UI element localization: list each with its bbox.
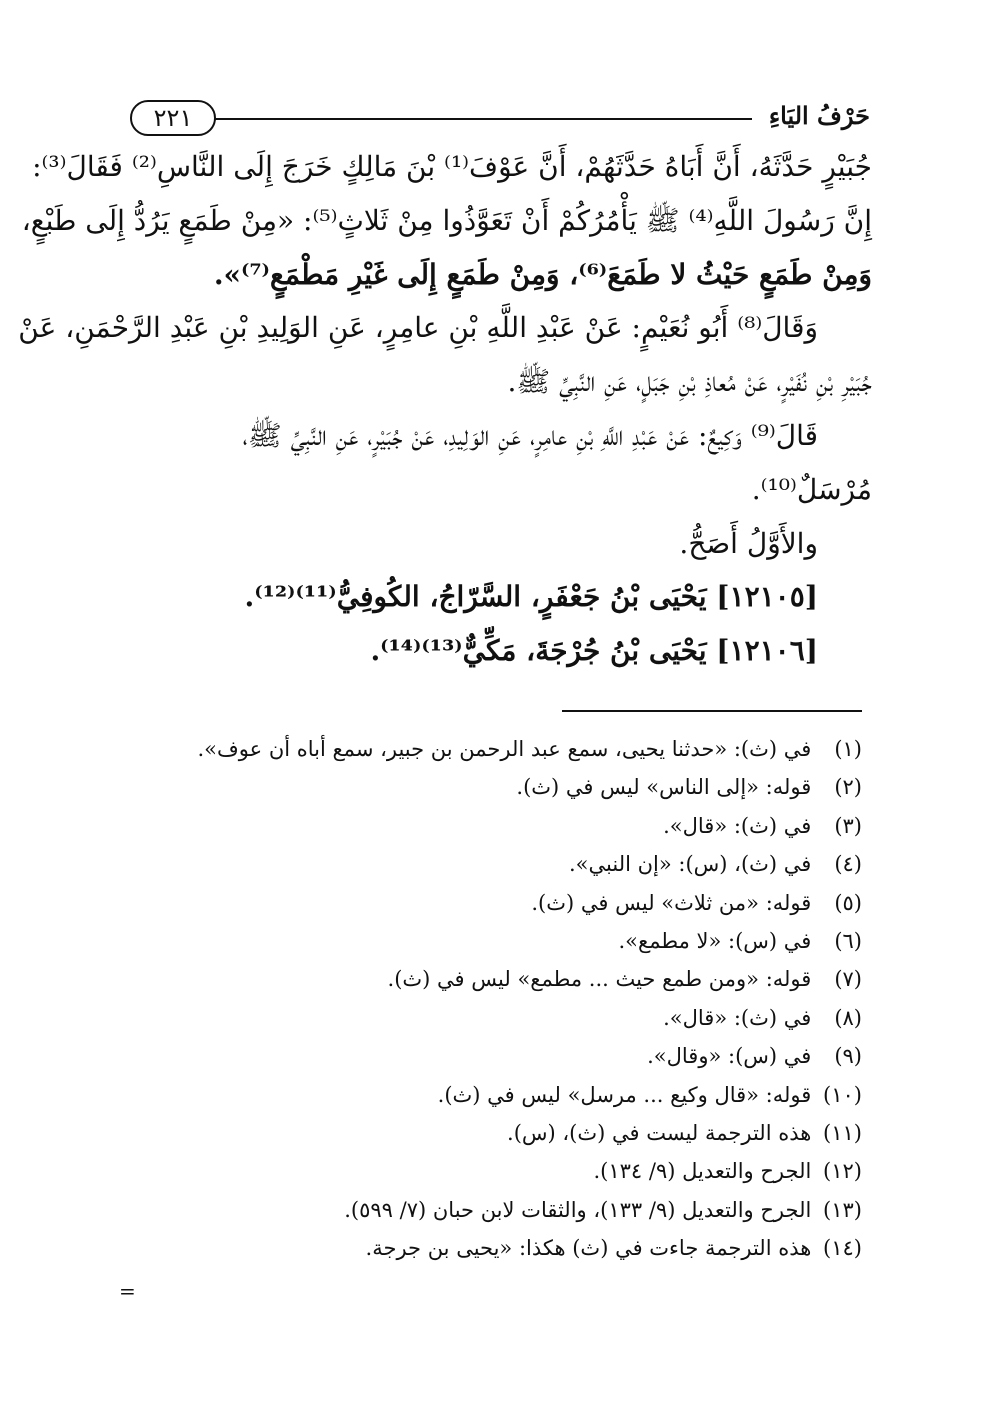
text-line: وَمِنْ طَمَعٍ حَيْثُ لا طَمَعَ⁽⁶⁾، وَمِنْ طَمَعٍ إِلَى غَيْرِ مَطْمَعٍ⁽⁷⁾». bbox=[213, 257, 872, 291]
main-text bbox=[18, 140, 872, 678]
footnote bbox=[120, 922, 862, 960]
footnote bbox=[120, 960, 862, 998]
page-header bbox=[118, 96, 870, 140]
footnote-text: في (ث)، (س): «إن النبي». bbox=[569, 852, 812, 877]
footnote-text: في (ث): «حدثنا يحيى، سمع عبد الرحمن بن جبير، سمع أباه أن عوف». bbox=[197, 737, 812, 761]
footnote bbox=[120, 845, 862, 883]
footnote-number: (٩) bbox=[834, 1044, 862, 1069]
biography-entry: [١٢١٠٦] يَحْيَى بْنُ جُرْجَةَ، مَكِّيٌّ⁽¹³⁾⁽¹⁴⁾. bbox=[370, 634, 818, 668]
footnote-number: (٢) bbox=[834, 775, 862, 800]
footnote bbox=[120, 1191, 862, 1229]
footnote-text: هذه الترجمة جاءت في (ث) هكذا: «يحيى بن جرجة. bbox=[365, 1236, 812, 1261]
footnote-number: (٥) bbox=[834, 890, 862, 915]
page-number: ٢٢١ bbox=[130, 100, 216, 136]
footnote bbox=[120, 807, 862, 845]
footnote bbox=[120, 1114, 862, 1152]
footnote-text: قوله: «من ثلاث» ليس في (ث). bbox=[531, 890, 812, 915]
footnote-number: (٧) bbox=[834, 967, 862, 992]
footnote-text: في (س): «وقال». bbox=[647, 1044, 812, 1069]
footnote bbox=[120, 768, 862, 806]
footnote-text: قوله: «إلى الناس» ليس في (ث). bbox=[516, 775, 812, 800]
footnote-number: (١) bbox=[834, 737, 862, 761]
footnote-text: الجرح والتعديل (٩/ ١٣٤). bbox=[593, 1159, 812, 1184]
footnote-number: (١٤) bbox=[823, 1236, 862, 1261]
footnote-number: (٤) bbox=[834, 852, 862, 877]
footnote-number: (٦) bbox=[834, 928, 862, 953]
text-line: مُرْسَلٌ⁽¹⁰⁾. bbox=[751, 472, 872, 506]
text-line: وَقَالَ⁽⁸⁾ أَبُو نُعَيْمٍ: عَنْ عَبْدِ اللَّهِ بْنِ عامِرٍ، عَنِ الوَلِيدِ بْنِ عَبْدِ الرَّحْمَنِ، عَنْ bbox=[18, 311, 818, 345]
footnote bbox=[120, 1037, 862, 1075]
footnote-text: هذه الترجمة ليست في (ث)، (س). bbox=[507, 1120, 812, 1145]
footnote-number: (١١) bbox=[823, 1120, 862, 1145]
text-line: قَالَ⁽⁹⁾ وَكِيعٌ: عَنْ عَبْدِ اللَّهِ بْنِ عامِرٍ، عَنِ الوَلِيدِ، عَنْ جُبَيْرٍ، عَنِ النَّبِيِّ ﷺ، bbox=[242, 418, 818, 452]
footnotes bbox=[120, 730, 862, 1267]
footnote-number: (١٢) bbox=[823, 1159, 862, 1184]
footnote bbox=[120, 1229, 862, 1267]
footnote-text: في (ث): «قال». bbox=[663, 1005, 812, 1030]
text-line: جُبَيْرٍ حَدَّثَهُ، أَنَّ أَبَاهُ حَدَّثَهُمْ، أَنَّ عَوْفَ⁽¹⁾ بْنَ مَالِكٍ خَرَجَ إِلَى النَّاسِ⁽²⁾ فَقَالَ⁽³⁾: bbox=[32, 150, 872, 183]
footnote bbox=[120, 1152, 862, 1190]
biography-entry: [١٢١٠٥] يَحْيَى بْنُ جَعْفَرٍ، السَّرّاجُ، الكُوفِيُّ⁽¹¹⁾⁽¹²⁾. bbox=[244, 580, 818, 614]
header-title: حَرْفُ اليَاءِ bbox=[768, 101, 870, 130]
text-line: والأَوَّلُ أَصَحُّ. bbox=[679, 526, 818, 560]
footnote-text: في (ث): «قال». bbox=[663, 813, 812, 838]
footnote-text: في (س): «لا مطمع». bbox=[618, 928, 812, 953]
text-line: إِنَّ رَسُولَ اللَّهِ⁽⁴⁾ ﷺ يَأْمُرُكُمْ أَنْ تَعَوَّذُوا مِنْ ثَلاثٍ⁽⁵⁾: «مِنْ طَمَعٍ يَرُدُّ إِلَى طَبْعٍ، bbox=[21, 203, 872, 237]
footnote bbox=[120, 884, 862, 922]
footnote bbox=[120, 730, 862, 768]
footnote-text: الجرح والتعديل (٩/ ١٣٣)، والثقات لابن حبان (٧/ ٥٩٩). bbox=[344, 1197, 812, 1222]
text-line: جُبَيْرِ بْنِ نُفَيْرٍ، عَنْ مُعاذِ بْنِ جَبَلٍ، عَنِ النَّبِيِّ ﷺ. bbox=[507, 365, 872, 399]
footnote-number: (١٣) bbox=[823, 1197, 862, 1222]
footnote-text: قوله: «قال وكيع ... مرسل» ليس في (ث). bbox=[437, 1082, 812, 1107]
header-rule bbox=[214, 118, 752, 120]
footnote-number: (٨) bbox=[834, 1005, 862, 1030]
footnote-number: (٣) bbox=[834, 813, 862, 838]
footnote-number: (١٠) bbox=[823, 1082, 862, 1107]
footnote bbox=[120, 1076, 862, 1114]
continuation-mark: = bbox=[119, 1279, 136, 1303]
footnote-text: قوله: «ومن طمع حيث ... مطمع» ليس في (ث). bbox=[387, 967, 812, 992]
footnote-separator bbox=[562, 710, 862, 712]
footnote bbox=[120, 999, 862, 1037]
